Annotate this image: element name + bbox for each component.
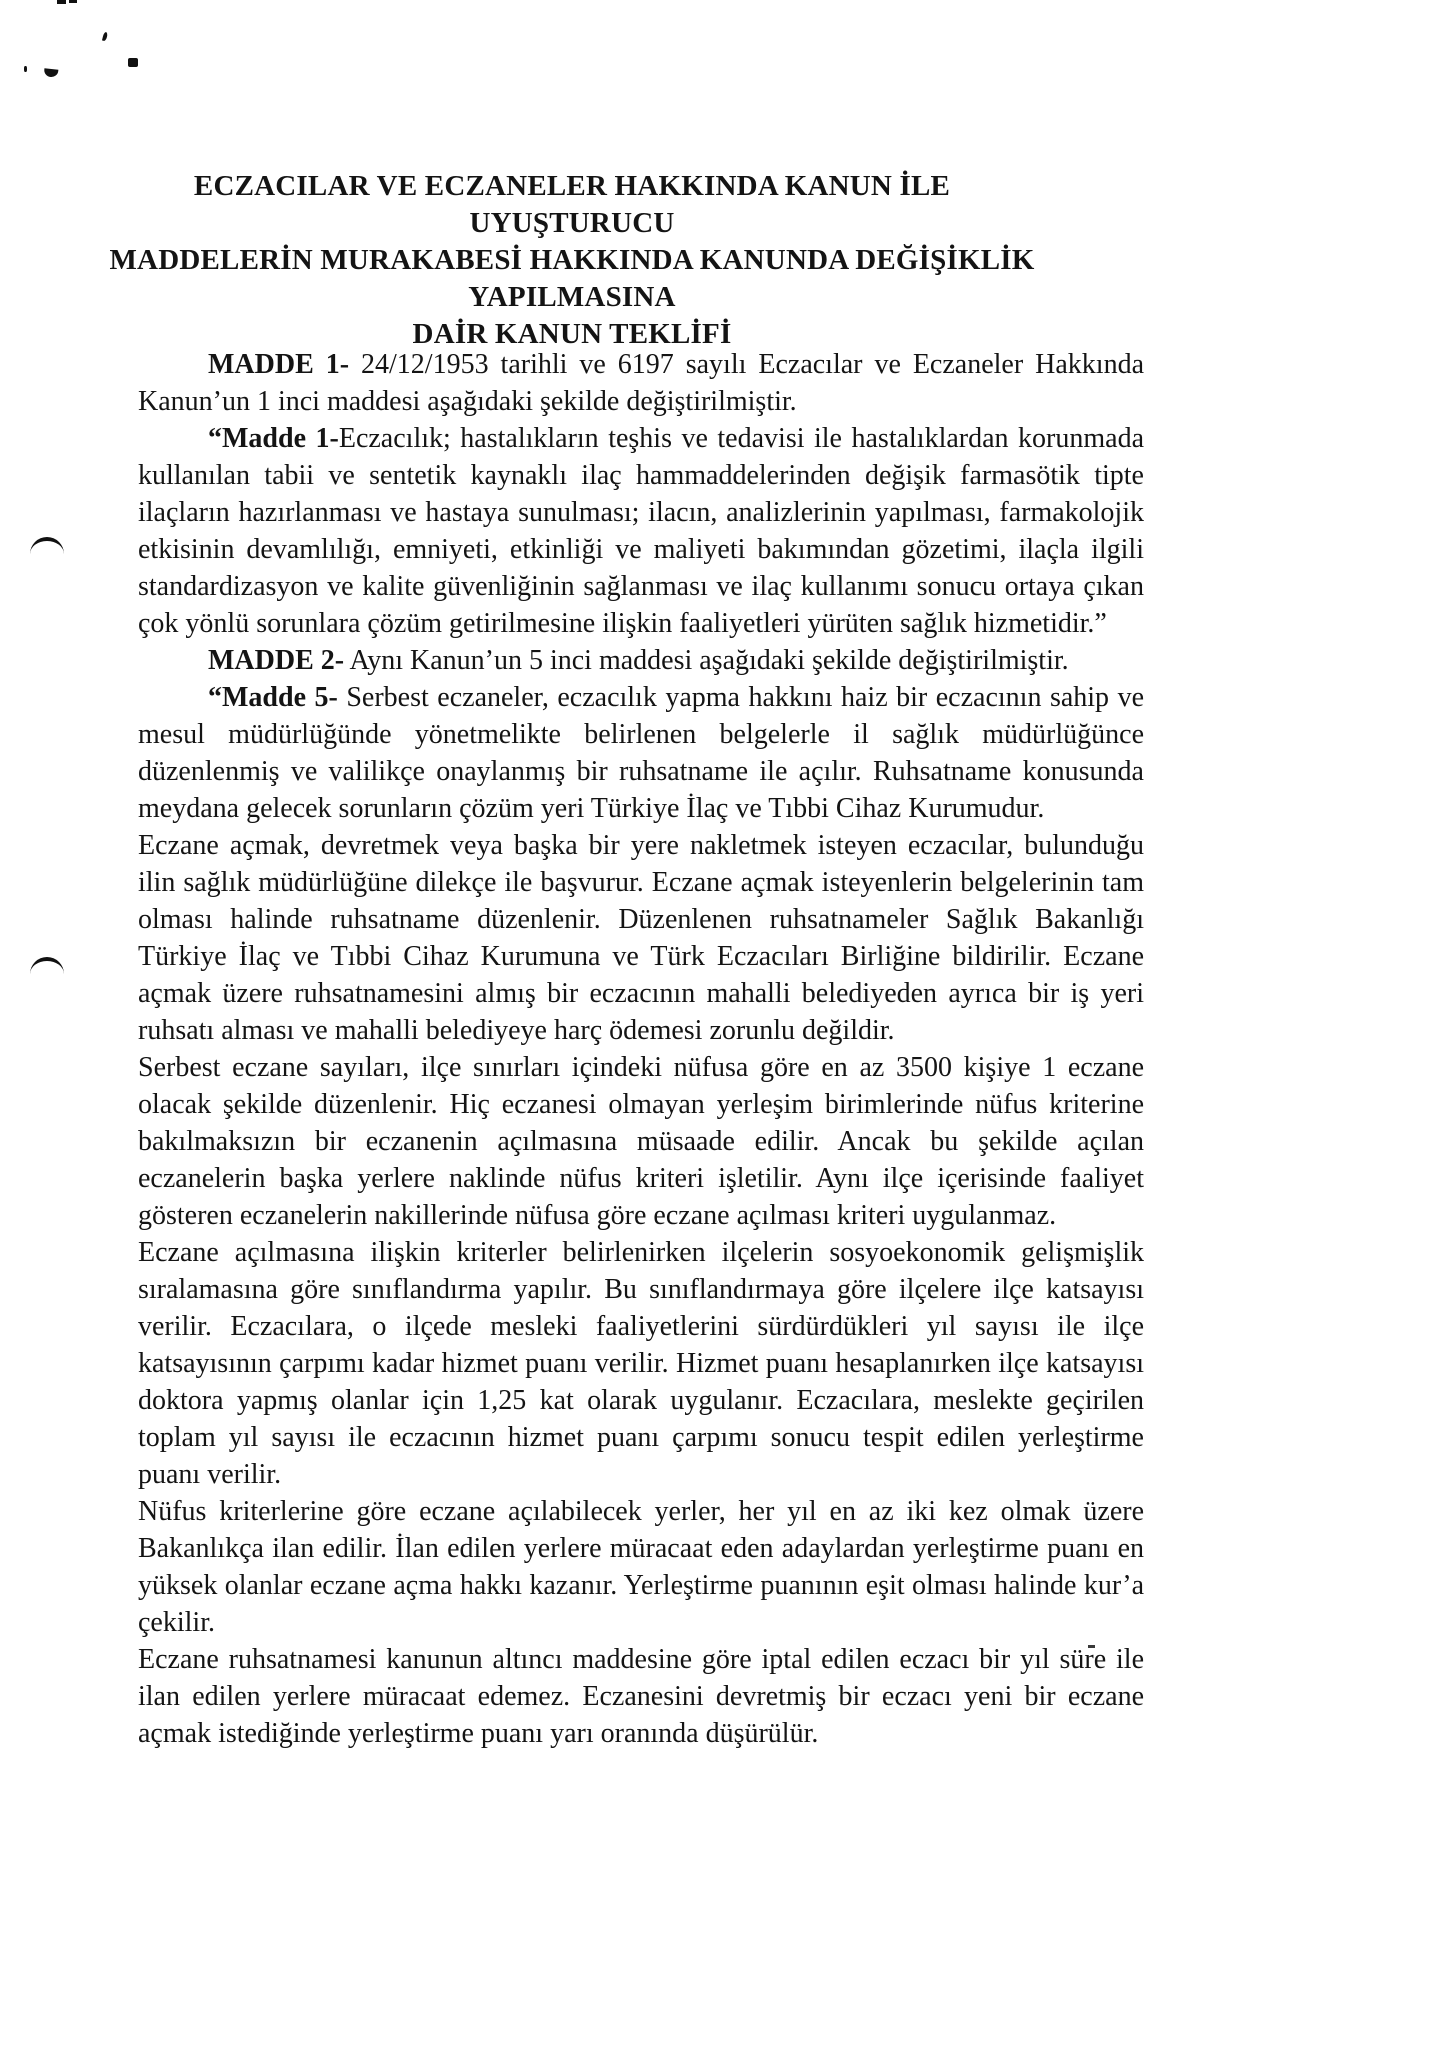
scan-artifact-dash <box>69 0 77 3</box>
scan-artifact-margin-curve <box>30 537 64 554</box>
paragraph-eczane-acmak <box>138 827 1144 1049</box>
paragraph-nufus-kriterleri-text: Nüfus kriterlerine göre eczane açılabilecek yerler, her yıl en az iki kez olmak üzere Bakanlıkça ilan edilir. İlan edilen yerlere müracaat eden adaylardan yerleştirme puanı en yüksek olanlar eczane açma hakkı kazanır. Yerleştirme puanının eşit olması halinde kur’a çekilir. <box>138 1496 1144 1638</box>
document-title <box>100 168 1044 353</box>
scan-artifact-speck <box>102 32 108 42</box>
paragraph-madde-1-content-text: Eczacılık; hastalıkların teşhis ve tedavisi ile hastalıklardan korunmada kullanılan tabii ve sentetik kaynaklı ilaç hammaddelerinden değişik farmasötik tipte ilaçların hazırlanması ve hastaya sunulması; ilacın, analizlerinin yapılması, farmakolojik etkisinin devamlılığı, emniyeti, etkinliği ve maliyeti bakımından gözetimi, ilaçla ilgili standardizasyon ve kalite güvenliğinin sağlanması ve ilaç kullanımı sonucu ortaya çıkan çok yönlü sorunlara çözüm getirilmesine ilişkin faaliyetleri yürüten sağlık hizmetidir.” <box>138 423 1145 639</box>
scan-artifact-margin-curve <box>30 957 64 974</box>
scan-artifact-speck <box>44 68 59 77</box>
paragraph-ruhsatname-iptal <box>138 1641 1144 1752</box>
paragraph-serbest-eczane-sayilari-text: Serbest eczane sayıları, ilçe sınırları içindeki nüfusa göre en az 3500 kişiye 1 eczane olacak şekilde düzenlenir. Hiç eczanesi olmayan yerleşim birimlerinde nüfus kriterine bakılmaksızın bir eczanenin açılmasına müsaade edilir. Ancak bu şekilde açılan eczanelerin başka yerlere naklinde nüfus kriteri işletilir. Aynı ilçe içerisinde faaliyet gösteren eczanelerin nakillerinde nüfusa göre eczane açılması kriteri uygulanmaz. <box>138 1052 1144 1231</box>
title-line-2: MADDELERİN MURAKABESİ HAKKINDA KANUNDA DEĞİŞİKLİK YAPILMASINA <box>109 244 1035 313</box>
scan-artifact-dash <box>57 0 66 4</box>
title-line-3: DAİR KANUN TEKLİFİ <box>412 318 732 350</box>
paragraph-eczane-acilmasi-kriterler-text: Eczane açılmasına ilişkin kriterler belirlenirken ilçelerin sosyoekonomik gelişmişlik sıralamasına göre sınıflandırma yapılır. Bu sınıflandırmaya göre ilçelere ilçe katsayısı verilir. Eczacılara, o ilçede mesleki faaliyetlerini sürdürdükleri yıl sayısı ile ilçe katsayısının çarpımı kadar hizmet puanı verilir. Hizmet puanı hesaplanırken ilçe katsayısı doktora yapmış olanlar için 1,25 kat olarak uygulanır. Eczacılara, meslekte geçirilen toplam yıl sayısı ile eczacının hizmet puanı çarpımı sonucu tespit edilen yerleştirme puanı verilir. <box>138 1237 1144 1490</box>
paragraph-madde-1 <box>138 346 1144 420</box>
scan-artifact-speck <box>128 58 138 67</box>
paragraph-serbest-eczane-sayilari <box>138 1049 1144 1234</box>
madde-2-label: MADDE 2- <box>208 645 345 676</box>
paragraph-madde-1-content <box>138 420 1144 642</box>
title-line-1: ECZACILAR VE ECZANELER HAKKINDA KANUN İLE UYUŞTURUCU <box>193 170 951 239</box>
scan-artifact-speck <box>24 66 27 72</box>
madde-1-label: MADDE 1- <box>208 349 350 380</box>
paragraph-madde-5-content <box>138 679 1144 827</box>
paragraph-eczane-acmak-text: Eczane açmak, devretmek veya başka bir yere nakletmek isteyen eczacılar, bulunduğu ilin sağlık müdürlüğüne dilekçe ile başvurur. Eczane açmak isteyenlerin belgelerinin tam olması halinde ruhsatname düzenlenir. Düzenlenen ruhsatnameler Sağlık Bakanlığı Türkiye İlaç ve Tıbbi Cihaz Kurumuna ve Türk Eczacıları Birliğine bildirilir. Eczane açmak üzere ruhsatnamesini almış bir eczacının mahalli belediyeden ayrıca bir iş yeri ruhsatı alması ve mahalli belediyeye harç ödemesi zorunlu değildir. <box>138 830 1144 1046</box>
paragraph-madde-2-text: Aynı Kanun’un 5 inci maddesi aşağıdaki şekilde değiştirilmiştir. <box>344 645 1069 676</box>
paragraph-nufus-kriterleri <box>138 1493 1144 1641</box>
paragraph-madde-5-content-text: Serbest eczaneler, eczacılık yapma hakkını haiz bir eczacının sahip ve mesul müdürlüğünde yönetmelikte belirlenen belgelerle il sağlık müdürlüğünce düzenlenmiş ve valilikçe onaylanmış bir ruhsatname ile açılır. Ruhsatname konusunda meydana gelecek sorunların çözüm yeri Türkiye İlaç ve Tıbbi Cihaz Kurumudur. <box>138 682 1144 824</box>
paragraph-madde-2 <box>138 642 1144 679</box>
paragraph-ruhsatname-iptal-text: Eczane ruhsatnamesi kanunun altıncı maddesine göre iptal edilen eczacı bir yıl süre ile ilan edilen yerlere müracaat edemez. Eczanesini devretmiş bir eczacı yeni bir eczane açmak istediğinde yerleştirme puanı yarı oranında düşürülür. <box>138 1644 1144 1749</box>
paragraph-eczane-acilmasi-kriterler <box>138 1234 1144 1493</box>
madde-1-quote-label: “Madde 1- <box>208 423 339 454</box>
madde-5-quote-label: “Madde 5- <box>208 682 338 713</box>
document-body <box>138 346 1144 1752</box>
paragraph-madde-1-text: 24/12/1953 tarihli ve 6197 sayılı Eczacılar ve Eczaneler Hakkında Kanun’un 1 inci maddesi aşağıdaki şekilde değiştirilmiştir. <box>138 349 1144 417</box>
